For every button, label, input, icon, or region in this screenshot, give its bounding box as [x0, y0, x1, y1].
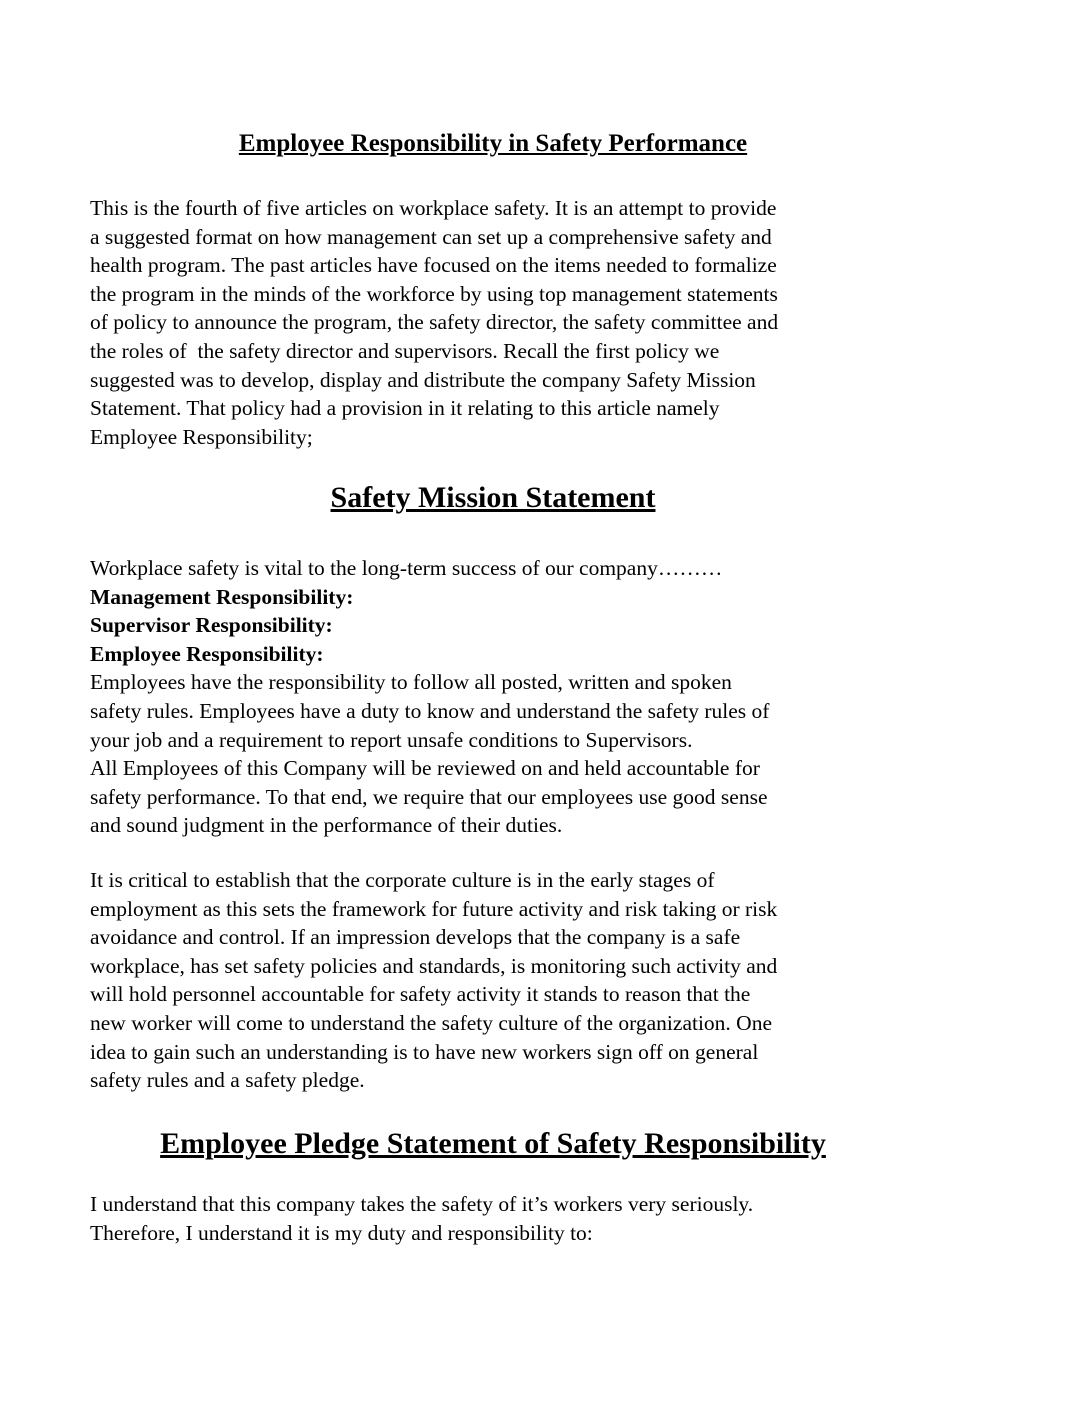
culture-line: employment as this sets the framework for future activity and risk taking or risk: [90, 896, 778, 921]
pledge-heading: Employee Pledge Statement of Safety Responsibility: [160, 1127, 826, 1160]
supervisor-responsibility-label: Supervisor Responsibility:: [90, 613, 333, 638]
intro-line: the roles of the safety director and supervisors. Recall the first policy we: [90, 338, 720, 363]
intro-line: suggested was to develop, display and distribute the company Safety Mission: [90, 367, 756, 392]
employee-responsibility-line: safety performance. To that end, we require that our employees use good sense: [90, 784, 768, 809]
culture-line: It is critical to establish that the corporate culture is in the early stages of: [90, 868, 715, 892]
employee-responsibility-line: Employees have the responsibility to follow all posted, written and spoken: [90, 670, 732, 695]
intro-line: the program in the minds of the workforce by using top management statements: [90, 281, 778, 306]
mission-heading: Safety Mission Statement: [330, 481, 656, 514]
culture-line: avoidance and control. If an impression develops that the company is a safe: [90, 925, 741, 950]
document-title: Employee Responsibility in Safety Performance: [238, 130, 748, 157]
culture-paragraph: [90, 866, 990, 1095]
employee-responsibility-line: safety rules. Employees have a duty to know and understand the safety rules of: [90, 698, 770, 723]
intro-line: of policy to announce the program, the safety director, the safety committee and: [90, 310, 779, 335]
employee-responsibility-line: your job and a requirement to report unsafe conditions to Supervisors.: [90, 727, 693, 752]
management-responsibility-label: Management Responsibility:: [90, 584, 354, 609]
culture-line: will hold personnel accountable for safety activity it stands to reason that the: [90, 982, 751, 1007]
pledge-line: I understand that this company takes the safety of it’s workers very seriously.: [90, 1192, 754, 1216]
culture-line: safety rules and a safety pledge.: [90, 1068, 365, 1093]
pledge-line: Therefore, I understand it is my duty and responsibility to:: [90, 1220, 593, 1245]
culture-line: workplace, has set safety policies and standards, is monitoring such activity and: [90, 953, 778, 978]
mission-statement: [90, 554, 990, 840]
culture-line: idea to gain such an understanding is to have new workers sign off on general: [90, 1039, 759, 1064]
intro-line: This is the fourth of five articles on workplace safety. It is an attempt to provide: [90, 196, 777, 220]
pledge-paragraph: [90, 1190, 990, 1247]
employee-responsibility-label: Employee Responsibility:: [90, 641, 324, 666]
culture-line: new worker will come to understand the safety culture of the organization. One: [90, 1010, 773, 1035]
employee-responsibility-line: and sound judgment in the performance of their duties.: [90, 813, 563, 838]
intro-line: health program. The past articles have focused on the items needed to formalize: [90, 253, 777, 278]
employee-responsibility-line: All Employees of this Company will be reviewed on and held accountable for: [90, 756, 760, 781]
intro-line: Statement. That policy had a provision in it relating to this article namely: [90, 396, 720, 421]
mission-opening-line: Workplace safety is vital to the long-term success of our company………: [90, 556, 723, 580]
intro-line: Employee Responsibility;: [90, 424, 313, 449]
intro-line: a suggested format on how management can set up a comprehensive safety and: [90, 224, 772, 249]
intro-paragraph: [90, 194, 990, 451]
